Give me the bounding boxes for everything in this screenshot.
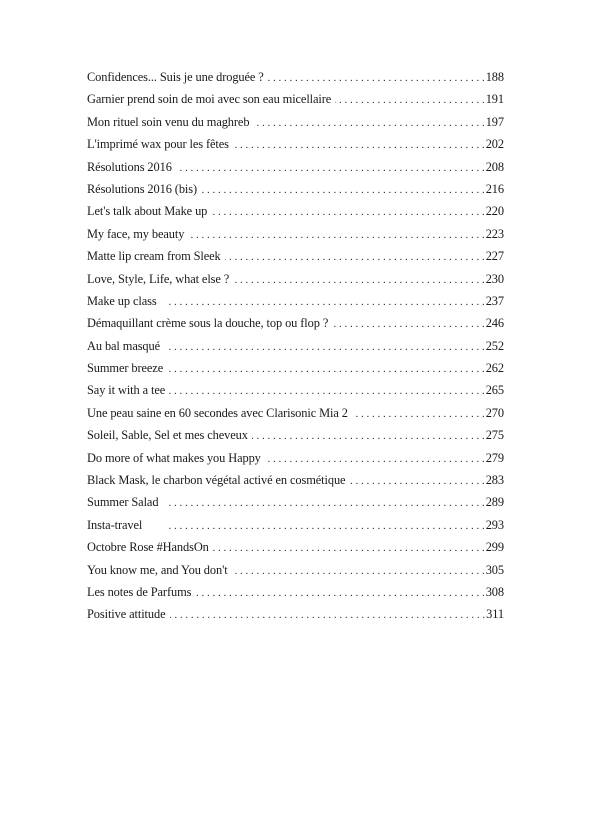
toc-entry-page-number: 197 (485, 114, 504, 129)
toc-entry[interactable] (87, 92, 504, 114)
dot-leader (146, 520, 484, 532)
toc-entry[interactable] (87, 383, 504, 405)
dot-leader (201, 184, 485, 196)
toc-entry-title: Matte lip cream from Sleek (87, 249, 221, 264)
toc-entry-page-number: 279 (485, 450, 504, 465)
toc-entry[interactable] (87, 361, 504, 383)
toc-entry-title: Les notes de Parfums (87, 584, 192, 599)
toc-entry-page-number: 262 (485, 361, 504, 376)
toc-entry-page-number: 188 (485, 70, 504, 84)
dot-leader (169, 385, 485, 397)
toc-entry-page-number: 252 (485, 338, 504, 353)
dot-leader (161, 296, 485, 308)
toc-entry[interactable] (87, 585, 504, 607)
dot-leader (176, 162, 485, 174)
toc-entry[interactable] (87, 249, 504, 271)
toc-entry[interactable] (87, 272, 504, 294)
dot-leader (188, 229, 484, 241)
toc-entry-page-number: 305 (485, 562, 504, 577)
toc-entry-title: Démaquillant crème sous la douche, top ou flop ? (87, 316, 329, 331)
toc-entry[interactable] (87, 473, 504, 495)
toc-entry[interactable] (87, 115, 504, 137)
toc-entry-page-number: 293 (485, 517, 504, 532)
dot-leader (195, 587, 484, 599)
toc-entry-title: Insta-travel (87, 517, 143, 532)
toc-entry-title: Love, Style, Life, what else ? (87, 271, 230, 286)
toc-entry-title: Summer Salad (87, 495, 159, 510)
toc-entry[interactable] (87, 227, 504, 249)
dot-leader (352, 408, 485, 420)
dot-leader (265, 453, 485, 465)
toc-entry[interactable] (87, 540, 504, 562)
toc-entry-title: My face, my beauty (87, 226, 185, 241)
toc-entry-title: Say it with a tee (87, 383, 166, 398)
dot-leader (232, 565, 485, 577)
dot-leader (233, 274, 485, 286)
dot-leader (164, 341, 485, 353)
dot-leader (252, 430, 485, 442)
table-of-contents (87, 70, 504, 630)
toc-entry-page-number: 220 (485, 204, 504, 219)
dot-leader (233, 139, 485, 151)
toc-entry[interactable] (87, 518, 504, 540)
toc-entry-title: Résolutions 2016 (87, 159, 172, 174)
toc-entry[interactable] (87, 70, 504, 92)
toc-entry-page-number: 311 (486, 607, 504, 622)
toc-entry[interactable] (87, 428, 504, 450)
toc-entry-title: Soleil, Sable, Sel et mes cheveux (87, 428, 248, 443)
toc-entry-title: Une peau saine en 60 secondes avec Clarisonic Mia 2 (87, 405, 348, 420)
dot-leader (213, 542, 485, 554)
toc-entry[interactable] (87, 607, 504, 629)
toc-entry-title: Summer breeze (87, 361, 164, 376)
toc-entry-title: Confidences... Suis je une droguée ? (87, 70, 264, 84)
toc-entry-page-number: 308 (485, 584, 504, 599)
toc-entry-page-number: 230 (485, 271, 504, 286)
toc-entry[interactable] (87, 495, 504, 517)
dot-leader (268, 72, 485, 84)
toc-entry[interactable] (87, 294, 504, 316)
toc-entry-page-number: 227 (485, 249, 504, 264)
toc-entry-page-number: 202 (485, 137, 504, 152)
toc-entry-page-number: 289 (485, 495, 504, 510)
dot-leader (225, 251, 485, 263)
toc-entry-page-number: 270 (485, 405, 504, 420)
toc-entry[interactable] (87, 316, 504, 338)
toc-entry-title: Au bal masqué (87, 338, 161, 353)
toc-entry-title: L'imprimé wax pour les fêtes (87, 137, 229, 152)
toc-entry-page-number: 299 (485, 540, 504, 555)
toc-entry[interactable] (87, 563, 504, 585)
toc-entry-title: Octobre Rose #HandsOn (87, 540, 209, 555)
toc-entry-title: Black Mask, le charbon végétal activé en cosmétique (87, 473, 346, 488)
dot-leader (332, 318, 484, 330)
dot-leader (211, 206, 484, 218)
toc-entry-title: You know me, and You don't (87, 562, 228, 577)
toc-entry[interactable] (87, 204, 504, 226)
toc-entry[interactable] (87, 160, 504, 182)
toc-entry-page-number: 237 (485, 293, 504, 308)
toc-entry-title: Make up class (87, 293, 157, 308)
toc-entry-page-number: 265 (485, 383, 504, 398)
dot-leader (335, 94, 485, 106)
toc-entry[interactable] (87, 137, 504, 159)
toc-entry-page-number: 246 (485, 316, 504, 331)
toc-entry[interactable] (87, 406, 504, 428)
dot-leader (167, 363, 485, 375)
toc-entry[interactable] (87, 339, 504, 361)
toc-entry-page-number: 191 (485, 92, 504, 107)
toc-entry-page-number: 208 (485, 159, 504, 174)
toc-entry-title: Mon rituel soin venu du maghreb (87, 114, 250, 129)
toc-entry-title: Let's talk about Make up (87, 204, 208, 219)
toc-entry-page-number: 216 (485, 181, 504, 196)
toc-entry-title: Do more of what makes you Happy (87, 450, 261, 465)
toc-entry[interactable] (87, 451, 504, 473)
toc-entry-title: Résolutions 2016 (bis) (87, 181, 198, 196)
dot-leader (162, 497, 484, 509)
toc-entry[interactable] (87, 182, 504, 204)
toc-entry-page-number: 283 (485, 473, 504, 488)
toc-entry-title: Positive attitude (87, 607, 166, 622)
toc-entry-title: Garnier prend soin de moi avec son eau micellaire (87, 92, 332, 107)
toc-entry-page-number: 223 (485, 226, 504, 241)
dot-leader (170, 609, 486, 621)
toc-entry-page-number: 275 (485, 428, 504, 443)
dot-leader (253, 117, 484, 129)
dot-leader (349, 475, 484, 487)
